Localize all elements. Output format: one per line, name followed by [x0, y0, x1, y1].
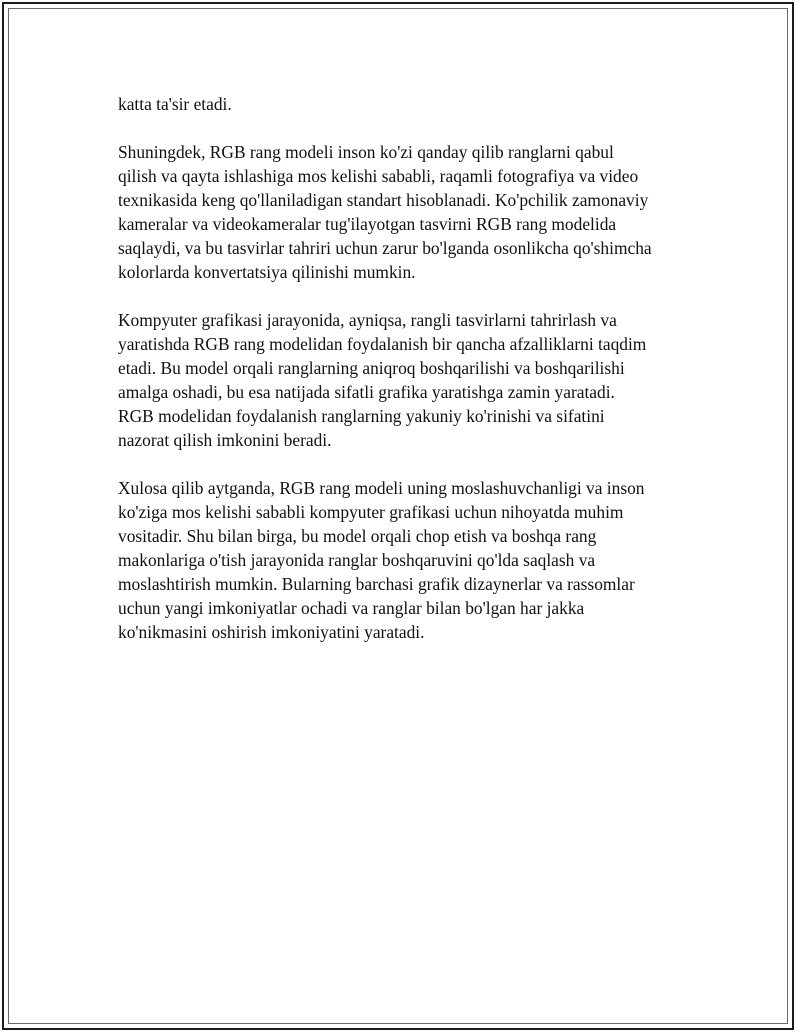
paragraph-1: katta ta'sir etadi.	[118, 94, 232, 114]
paragraph-2: Shuningdek, RGB rang modeli inson ko'zi qanday qilib ranglarni qabul qilish va qayta ishlashiga mos kelishi sababli, raqamli fotografiya va video texnikasida keng qo'llaniladigan standart hisoblanadi. Ko'pchilik zamonaviy kameralar va videokameralar tug'ilayotgan tasvirni RGB rang modelida saqlaydi, va bu tasvirlar tahriri uchun zarur bo'lganda osonlikcha qo'shimcha kolorlarda konvertatsiya qilinishi mumkin.	[118, 142, 652, 282]
document-body	[118, 92, 688, 668]
paragraph-4: Xulosa qilib aytganda, RGB rang modeli uning moslashuvchanligi va inson ko'ziga mos kelishi sababli kompyuter grafikasi uchun nihoyatda muhim vositadir. Shu bilan birga, bu model orqali chop etish va boshqa rang makonlariga o'tish jarayonida ranglar boshqaruvini qo'lda saqlash va moslashtirish mumkin. Bularning barchasi grafik dizaynerlar va rassomlar uchun yangi imkoniyatlar ochadi va ranglar bilan bo'lgan har jakka ko'nikmasini oshirish imkoniyatini yaratadi.	[118, 478, 645, 642]
paragraph-3: Kompyuter grafikasi jarayonida, ayniqsa, rangli tasvirlarni tahrirlash va yaratishda RGB rang modelidan foydalanish bir qancha afzalliklarni taqdim etadi. Bu model orqali ranglarning aniqroq boshqarilishi va boshqarilishi amalga oshadi, bu esa natijada sifatli grafika yaratishga zamin yaratadi. RGB modelidan foydalanish ranglarning yakuniy ko'rinishi va sifatini nazorat qilish imkonini beradi.	[118, 310, 647, 450]
